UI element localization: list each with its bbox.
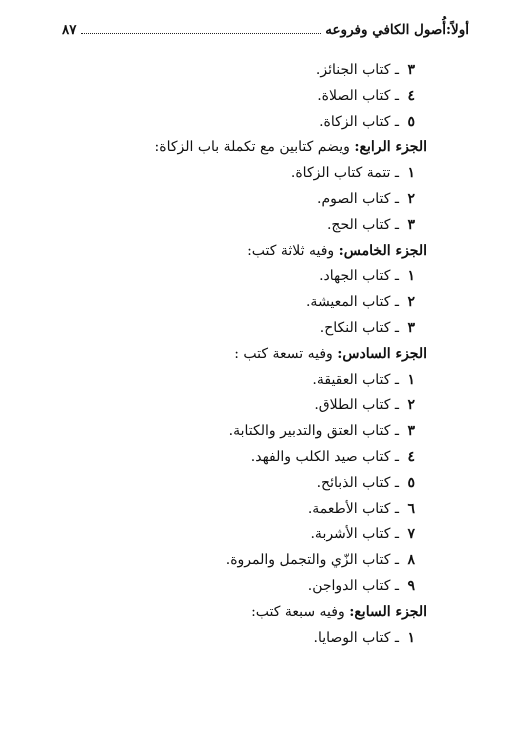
list-item	[0, 574, 427, 600]
list-item	[0, 264, 427, 290]
item-text: كتاب العتق والتدبير والكتابة.	[228, 423, 391, 440]
item-text: كتاب المعيشة.	[305, 294, 391, 311]
item-text: كتاب الوصايا.	[313, 629, 391, 646]
item-number: ١	[407, 371, 415, 388]
part-heading	[0, 600, 427, 626]
item-number: ٦	[407, 500, 415, 517]
list-item	[0, 497, 427, 523]
item-separator: ـ	[390, 294, 404, 311]
list-item	[0, 626, 427, 652]
item-separator: ـ	[390, 552, 404, 569]
item-text: كتاب الجنائز.	[315, 62, 391, 78]
item-number: ٣	[407, 319, 415, 336]
item-number: ١	[407, 268, 415, 285]
book-contents-list	[0, 58, 427, 651]
list-item	[0, 187, 427, 213]
list-item	[0, 548, 427, 574]
item-separator: ـ	[390, 629, 404, 646]
item-separator: ـ	[390, 526, 404, 543]
item-number: ٢	[407, 294, 415, 311]
item-number: ٤	[407, 87, 415, 104]
item-text: كتاب صيد الكلب والفهد.	[250, 448, 391, 465]
list-item	[0, 471, 427, 497]
item-separator: ـ	[390, 500, 404, 517]
item-separator: ـ	[390, 87, 404, 104]
part-description: ويضم كتابين مع تكملة باب الزكاة:	[154, 139, 355, 156]
list-item	[0, 110, 427, 136]
item-number: ٢	[407, 397, 415, 414]
item-number: ٥	[407, 113, 415, 130]
item-number: ١	[407, 629, 415, 646]
item-number: ٣	[407, 423, 415, 440]
item-text: كتاب الأشربة.	[310, 526, 391, 543]
item-separator: ـ	[390, 268, 404, 285]
part-description: وفيه سبعة كتب:	[251, 603, 350, 620]
part-heading	[0, 342, 427, 368]
item-text: كتاب الذبائح.	[316, 474, 391, 491]
list-item	[0, 393, 427, 419]
item-separator: ـ	[390, 397, 404, 414]
list-item	[0, 419, 427, 445]
list-item	[0, 58, 427, 84]
page-number: ٨٧	[62, 22, 77, 38]
list-item	[0, 445, 427, 471]
part-title: الجزء السابع:	[349, 603, 427, 620]
header-title: أولاً:أُصول الكافي وفروعه	[325, 22, 469, 38]
part-description: وفيه ثلاثة كتب:	[247, 242, 339, 259]
item-number: ١	[407, 165, 415, 182]
item-text: كتاب النكاح.	[319, 319, 391, 336]
item-separator: ـ	[390, 448, 404, 465]
item-separator: ـ	[390, 113, 404, 130]
item-separator: ـ	[390, 319, 404, 336]
running-header	[62, 22, 469, 42]
header-leader-dots	[81, 32, 322, 34]
part-description: وفيه تسعة كتب :	[234, 345, 338, 362]
list-item	[0, 161, 427, 187]
item-text: كتاب الصلاة.	[317, 87, 391, 104]
item-separator: ـ	[390, 62, 404, 78]
item-text: كتاب الصوم.	[317, 190, 391, 207]
part-title: الجزء السادس:	[337, 345, 427, 362]
item-number: ٣	[407, 62, 415, 78]
item-number: ٢	[407, 190, 415, 207]
item-text: كتاب الأطعمة.	[307, 500, 391, 517]
list-item	[0, 316, 427, 342]
item-text: كتاب الزّي والتجمل والمروة.	[225, 552, 391, 569]
part-title: الجزء الرابع:	[354, 139, 427, 156]
part-title: الجزء الخامس:	[338, 242, 427, 259]
list-item	[0, 84, 427, 110]
item-number: ٩	[407, 577, 415, 594]
item-text: كتاب الدواجن.	[307, 577, 391, 594]
item-number: ٣	[407, 216, 415, 233]
item-number: ٥	[407, 474, 415, 491]
item-text: كتاب الحج.	[326, 216, 391, 233]
item-separator: ـ	[390, 474, 404, 491]
item-text: تتمة كتاب الزكاة.	[290, 165, 391, 182]
item-separator: ـ	[390, 190, 404, 207]
list-item	[0, 522, 427, 548]
item-text: كتاب العقيقة.	[312, 371, 391, 388]
item-separator: ـ	[390, 423, 404, 440]
item-number: ٧	[407, 526, 415, 543]
item-text: كتاب الزكاة.	[319, 113, 391, 130]
item-number: ٤	[407, 448, 415, 465]
item-number: ٨	[407, 552, 415, 569]
part-heading	[0, 135, 427, 161]
list-item	[0, 213, 427, 239]
part-heading	[0, 239, 427, 265]
item-separator: ـ	[390, 165, 404, 182]
item-separator: ـ	[390, 371, 404, 388]
item-text: كتاب الجهاد.	[319, 268, 391, 285]
item-text: كتاب الطلاق.	[314, 397, 391, 414]
item-separator: ـ	[390, 216, 404, 233]
list-item	[0, 290, 427, 316]
list-item	[0, 368, 427, 394]
item-separator: ـ	[390, 577, 404, 594]
